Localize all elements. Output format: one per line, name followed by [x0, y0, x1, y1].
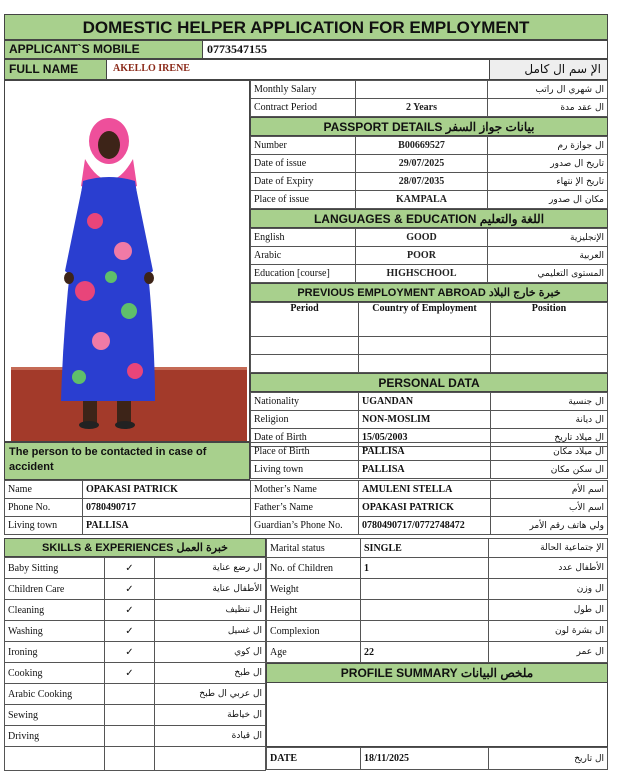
status-section: [266, 538, 608, 770]
table-row: Cleaning ✓ ال تنظيف: [5, 600, 266, 621]
table-row: Children Care ✓ الأطفال عناية: [5, 579, 266, 600]
table-row: [267, 748, 608, 770]
mobile-row: [4, 40, 608, 59]
table-row: English GOOD الإنجليزية: [251, 229, 608, 247]
date-value: 18/11/2025: [361, 748, 489, 770]
table-row: Arabic POOR العربية: [251, 247, 608, 265]
previous-col-country: Country of Employment: [359, 303, 491, 337]
fullname-value: AKELLO IRENE: [113, 63, 190, 74]
applicant-photo: [4, 80, 250, 442]
table-row: Baby Sitting ✓ ال رضع عناية: [5, 558, 266, 579]
table-row: Monthly Salary ال شهري ال راتب: [251, 81, 608, 99]
languages-table: [250, 228, 608, 283]
fullname-row: [4, 59, 608, 80]
contract-table: [250, 80, 608, 117]
table-row: Place of issue KAMPALA مكان ال صدور: [251, 191, 608, 209]
status-table: [266, 538, 608, 663]
contact-section: [4, 480, 608, 535]
mobile-label: APPLICANT`S MOBILE: [5, 41, 203, 58]
table-row: [251, 355, 608, 373]
table-row: Place of Birth PALLISA ال ميلاد مكان: [251, 443, 608, 461]
table-row: Date of issue 29/07/2025 تاريخ ال صدور: [251, 155, 608, 173]
table-row: Phone No. 0780490717 Father’s Name OPAKASI PATRICK اسم الأب: [5, 499, 608, 517]
personal-header: PERSONAL DATA: [250, 373, 608, 392]
table-row: [251, 337, 608, 355]
languages-header: LANGUAGES & EDUCATION اللغة والتعليم: [250, 209, 608, 228]
table-row: Age 22 ال عمر: [267, 642, 608, 663]
table-row: Arabic Cooking ال عربي ال طبخ: [5, 684, 266, 705]
table-row: Date of Birth 15/05/2003 ال ميلاد تاريخ: [251, 429, 608, 447]
table-row: Living town PALLISA ال سكن مكان: [251, 461, 608, 479]
table-row: [5, 747, 266, 771]
table-row: Sewing ال خياطة: [5, 705, 266, 726]
table-row: Living town PALLISA Guardian’s Phone No. 0780490717/0772748472 ولي هاتف رقم الأمر: [5, 517, 608, 535]
date-label: DATE: [267, 748, 361, 770]
personal-table: [250, 392, 608, 447]
fullname-label: FULL NAME: [5, 60, 107, 79]
mobile-value: 0773547155: [207, 42, 267, 56]
profile-header: PROFILE SUMMARY ملخص البيانات: [266, 663, 608, 683]
table-row: Number B00669527 ال جوازة رم: [251, 137, 608, 155]
table-row: Height ال طول: [267, 600, 608, 621]
table-row: Marital status SINGLE الإ جتماعية الحالة: [267, 539, 608, 558]
skills-section: [4, 538, 266, 771]
passport-header: PASSPORT DETAILS بيانات جواز السفر: [250, 117, 608, 136]
page-title: DOMESTIC HELPER APPLICATION FOR EMPLOYMENT: [4, 14, 608, 40]
table-row: Cooking ✓ ال طبخ: [5, 663, 266, 684]
personal-table-2: [250, 442, 608, 479]
right-column: [250, 80, 608, 447]
passport-table: [250, 136, 608, 209]
table-row: Ironing ✓ ال كوي: [5, 642, 266, 663]
skills-table: [4, 557, 266, 771]
previous-col-period: Period: [251, 303, 359, 337]
previous-col-position: Position: [491, 303, 608, 337]
contact-header: The person to be contacted in case of accident: [4, 442, 250, 480]
table-row: Religion NON-MOSLIM ال ديانة: [251, 411, 608, 429]
fullname-ar: الإ سم ال كامل: [489, 60, 607, 79]
profile-summary-box: [266, 683, 608, 747]
table-row: Driving ال قيادة: [5, 726, 266, 747]
table-row: Contract Period 2 Years ال عقد مدة: [251, 99, 608, 117]
date-ar: ال تاريخ: [489, 748, 608, 770]
table-row: Weight ال وزن: [267, 579, 608, 600]
skills-header: SKILLS & EXPERIENCES خبرة العمل: [4, 538, 266, 557]
table-row: [251, 303, 608, 337]
table-row: Washing ✓ ال غسيل: [5, 621, 266, 642]
table-row: Education [course] HIGHSCHOOL المستوى التعليمي: [251, 265, 608, 283]
person-photo-icon: [5, 81, 250, 442]
table-row: Complexion ال بشرة لون: [267, 621, 608, 642]
previous-header: PREVIOUS EMPLOYMENT ABROAD خبرة خارج البلاد: [250, 283, 608, 302]
table-row: Name OPAKASI PATRICK Mother’s Name AMULENI STELLA اسم الأم: [5, 481, 608, 499]
table-row: Date of Expiry 28/07/2035 تاريخ الإ نتهاء: [251, 173, 608, 191]
table-row: No. of Children 1 الأطفال عدد: [267, 558, 608, 579]
previous-table: [250, 302, 608, 373]
date-table: [266, 747, 608, 770]
table-row: Nationality UGANDAN ال جنسية: [251, 393, 608, 411]
